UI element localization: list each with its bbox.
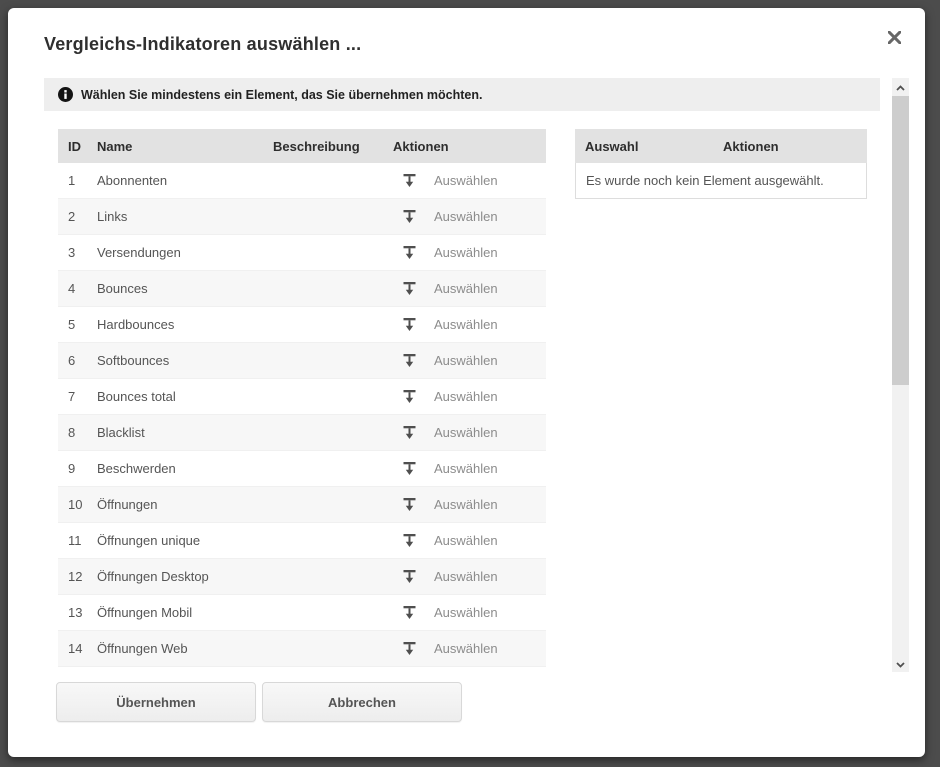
cell-id: 9 (68, 461, 76, 476)
close-icon (888, 31, 901, 47)
cell-aktionen (393, 605, 546, 620)
cell-name: Softbounces (97, 353, 170, 368)
cell-id: 2 (68, 209, 76, 224)
arrow-down-from-bar-icon[interactable] (403, 210, 416, 224)
arrow-down-from-bar-icon[interactable] (403, 534, 416, 548)
table-row (58, 451, 546, 487)
cell-name: Hardbounces (97, 317, 175, 332)
arrow-down-from-bar-icon[interactable] (403, 390, 416, 404)
select-link[interactable]: Auswählen (434, 569, 498, 584)
arrow-down-from-bar-icon[interactable] (403, 462, 416, 476)
close-button[interactable] (883, 28, 905, 50)
cell-id: 10 (68, 497, 83, 512)
selection-table (575, 129, 867, 199)
select-link[interactable]: Auswählen (434, 389, 498, 404)
table-row (58, 631, 546, 667)
vertical-scrollbar[interactable] (892, 78, 909, 672)
table-row (58, 379, 546, 415)
select-link[interactable]: Auswählen (434, 533, 498, 548)
arrow-down-from-bar-icon[interactable] (403, 642, 416, 656)
cell-aktionen (393, 245, 546, 260)
arrow-down-from-bar-icon[interactable] (403, 498, 416, 512)
cell-id: 7 (68, 389, 76, 404)
dialog-body (44, 78, 910, 672)
table-row (58, 487, 546, 523)
column-header-beschreibung: Beschreibung (273, 138, 360, 154)
table-row (58, 307, 546, 343)
cell-aktionen (393, 497, 546, 512)
cell-aktionen (393, 281, 546, 296)
info-banner (44, 78, 880, 111)
dialog-footer (56, 682, 462, 722)
indicator-table-body (58, 163, 546, 667)
table-row (58, 559, 546, 595)
cell-name: Abonnenten (97, 173, 168, 188)
cancel-button[interactable]: Abbrechen (262, 682, 462, 722)
cell-aktionen (393, 317, 546, 332)
arrow-down-from-bar-icon[interactable] (403, 426, 416, 440)
table-row (58, 235, 546, 271)
cell-name: Bounces total (97, 389, 176, 404)
cell-aktionen (393, 389, 546, 404)
selection-empty-message: Es wurde noch kein Element ausgewählt. (586, 173, 824, 188)
indicator-table (58, 129, 546, 667)
cell-name: Öffnungen Web (97, 641, 188, 656)
dialog-title: Vergleichs-Indikatoren auswählen ... (44, 34, 362, 54)
column-header-aktionen: Aktionen (393, 138, 449, 154)
arrow-down-from-bar-icon[interactable] (403, 354, 416, 368)
select-link[interactable]: Auswählen (434, 461, 498, 476)
info-circle-icon (58, 87, 73, 102)
select-link[interactable]: Auswählen (434, 245, 498, 260)
column-header-id: ID (68, 138, 81, 154)
select-link[interactable]: Auswählen (434, 281, 498, 296)
apply-button[interactable]: Übernehmen (56, 682, 256, 722)
chevron-down-icon (896, 655, 905, 673)
cell-name: Öffnungen unique (97, 533, 201, 548)
table-row (58, 523, 546, 559)
cell-id: 11 (68, 533, 82, 548)
cell-id: 6 (68, 353, 76, 368)
table-row (58, 163, 546, 199)
select-link[interactable]: Auswählen (434, 173, 498, 188)
cell-name: Bounces (97, 281, 148, 296)
table-row (58, 271, 546, 307)
scrollbar-thumb[interactable] (892, 96, 909, 385)
cell-id: 13 (68, 605, 83, 620)
column-header-aktionen: Aktionen (723, 138, 779, 154)
table-row (58, 595, 546, 631)
select-link[interactable]: Auswählen (434, 605, 498, 620)
select-link[interactable]: Auswählen (434, 497, 498, 512)
cell-id: 1 (68, 173, 76, 188)
cell-name: Blacklist (97, 425, 145, 440)
select-link[interactable]: Auswählen (434, 425, 498, 440)
select-link[interactable]: Auswählen (434, 209, 498, 224)
scroll-up-button[interactable] (892, 78, 909, 95)
select-indicators-dialog (8, 8, 925, 757)
cell-name: Öffnungen (97, 497, 158, 512)
cell-id: 3 (68, 245, 76, 260)
cell-name: Links (97, 209, 128, 224)
cell-id: 5 (68, 317, 76, 332)
cell-aktionen (393, 641, 546, 656)
selection-empty-row (575, 163, 867, 199)
selection-table-header (575, 129, 867, 163)
cell-id: 8 (68, 425, 76, 440)
table-row (58, 199, 546, 235)
arrow-down-from-bar-icon[interactable] (403, 606, 416, 620)
cell-aktionen (393, 425, 546, 440)
column-header-auswahl: Auswahl (585, 138, 639, 154)
indicator-table-header (58, 129, 546, 163)
cell-id: 4 (68, 281, 76, 296)
arrow-down-from-bar-icon[interactable] (403, 246, 416, 260)
cell-id: 14 (68, 641, 83, 656)
select-link[interactable]: Auswählen (434, 641, 498, 656)
info-message: Wählen Sie mindestens ein Element, das Sie übernehmen möchten. (81, 87, 483, 102)
table-row (58, 415, 546, 451)
cell-name: Öffnungen Mobil (97, 605, 193, 620)
chevron-up-icon (896, 78, 905, 96)
cell-aktionen (393, 353, 546, 368)
cell-aktionen (393, 173, 546, 188)
cell-aktionen (393, 569, 546, 584)
cell-id: 12 (68, 569, 83, 584)
cell-aktionen (393, 461, 546, 476)
arrow-down-from-bar-icon[interactable] (403, 318, 416, 332)
select-link[interactable]: Auswählen (434, 317, 498, 332)
arrow-down-from-bar-icon[interactable] (403, 282, 416, 296)
arrow-down-from-bar-icon[interactable] (403, 174, 416, 188)
scroll-down-button[interactable] (892, 655, 909, 672)
table-row (58, 343, 546, 379)
select-link[interactable]: Auswählen (434, 353, 498, 368)
cell-aktionen (393, 209, 546, 224)
cell-aktionen (393, 533, 546, 548)
cell-name: Beschwerden (97, 461, 176, 476)
cell-name: Versendungen (97, 245, 181, 260)
cell-name: Öffnungen Desktop (97, 569, 209, 584)
column-header-name: Name (97, 138, 133, 154)
arrow-down-from-bar-icon[interactable] (403, 570, 416, 584)
